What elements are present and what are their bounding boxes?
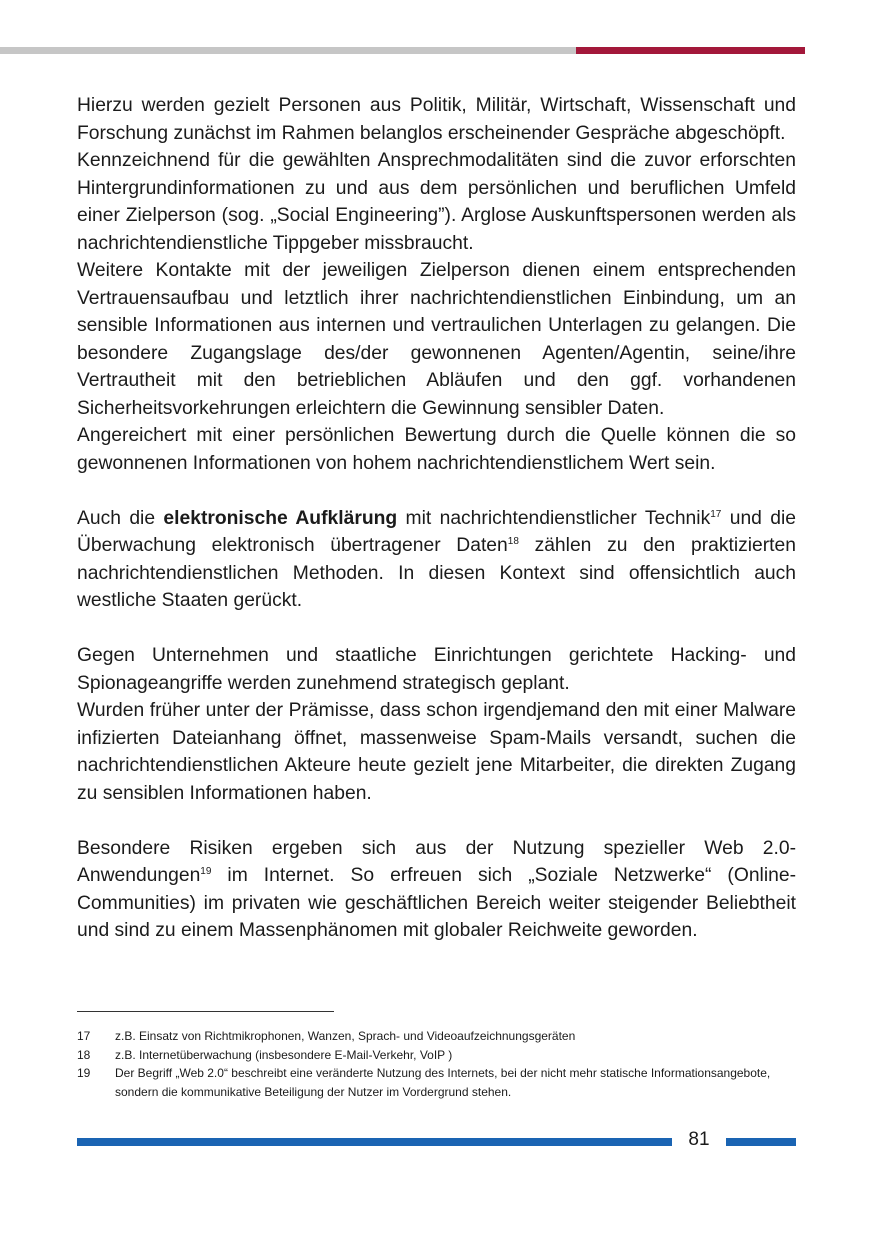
footnote-divider <box>77 1011 334 1012</box>
footnote <box>77 1046 796 1065</box>
paragraph-3: Weitere Kontakte mit der jeweiligen Zielperson dienen einem entsprechenden Vertrauensaufbau und letztlich ihrer nachrichtendienstlichen Einbindung, um an sensible Informationen aus internen und vertraulichen Unterlagen zu gelangen. Die besondere Zugangslage des/der gewonnenen Agenten/Agentin, seine/ihre Vertrautheit mit den betrieblichen Abläufen und den ggf. vorhandenen Sicherheitsvorkehrungen erleichtern die Gewinnung sensibler Daten. <box>77 260 796 419</box>
paragraph-4: Angereichert mit einer persönlichen Bewertung durch die Quelle können die so gewonnenen Informationen von hohem nachrichtendienstlichem Wert sein. <box>77 425 796 474</box>
paragraph-5: Auch die elektronische Aufklärung mit nachrichtendienstlicher Technik$^{17}$ und die Überwachung elektronisch übertragener Daten$^{18}$ zählen zu den praktizierten nachrichtendienstlichen Methoden. In diesen Kontext sind offensichtlich auch westliche Staaten gerückt. <box>77 507 796 611</box>
footnote-number: 18 <box>77 1047 91 1062</box>
paragraph-8: Besondere Risiken ergeben sich aus der Nutzung spezieller Web 2.0-Anwendungen$^{19}$ im Internet. So erfreuen sich „Soziale Netzwerke“ (Online-Communities) im privaten wie geschäftlichen Bereich weiter steigender Beliebtheit und sind zu einem Massenphänomen mit globaler Reichweite geworden. <box>77 837 796 941</box>
footnote-text: z.B. Internetüberwachung (insbesondere E-Mail-Verkehr, VoIP ) <box>115 1047 453 1062</box>
header-bar-red <box>576 47 805 54</box>
footnote-ref-17: 17 <box>710 508 722 520</box>
footnote <box>77 1027 796 1046</box>
header-bar-grey <box>0 47 576 54</box>
footnote-number: 19 <box>77 1066 91 1080</box>
footer-bar-left <box>77 1138 672 1146</box>
footnote-ref-19: 19 <box>200 866 212 877</box>
paragraph-6: Gegen Unternehmen und staatliche Einrichtungen gerichtete Hacking- und Spionageangriffe werden zunehmend strategisch geplant. <box>77 645 796 694</box>
page-number: 81 <box>688 1129 710 1150</box>
emphasis-elektronische-aufklaerung: elektronische Aufklärung <box>163 507 398 529</box>
body-text <box>77 92 796 945</box>
footnote <box>77 1064 796 1101</box>
footnote-ref-18: 18 <box>507 536 519 547</box>
footnotes <box>77 1027 796 1101</box>
footnote-text: Der Begriff „Web 2.0“ beschreibt eine veränderte Nutzung des Internets, bei der nicht mehr statische Informationsangebote, sondern die kommunikative Beteiligung der Nutzer im Vordergrund stehen. <box>115 1066 771 1099</box>
paragraph-2: Kennzeichnend für die gewählten Ansprechmodalitäten sind die zuvor erforschten Hintergrundinformationen zu und aus dem persönlichen und beruflichen Umfeld einer Zielperson (sog. „Social Engineering”). Arglose Auskunftspersonen werden als nachrichtendienstliche Tippgeber missbraucht. <box>77 150 796 254</box>
footer-bar-right <box>726 1138 796 1146</box>
footnote-number: 17 <box>77 1029 91 1043</box>
footnote-text: z.B. Einsatz von Richtmikrophonen, Wanzen, Sprach- und Videoaufzeichnungsgeräten <box>115 1029 576 1043</box>
paragraph-1: Hierzu werden gezielt Personen aus Politik, Militär, Wirtschaft, Wissenschaft und Forschung zunächst im Rahmen belanglos erscheinender Gespräche abgeschöpft. <box>77 95 796 144</box>
paragraph-7: Wurden früher unter der Prämisse, dass schon irgendjemand den mit einer Malware infizierten Dateianhang öffnet, massenweise Spam-Mails versandt, suchen die nachrichtendienstlichen Akteure heute gezielt jene Mitarbeiter, die direkten Zugang zu sensiblen Informationen haben. <box>77 700 796 804</box>
